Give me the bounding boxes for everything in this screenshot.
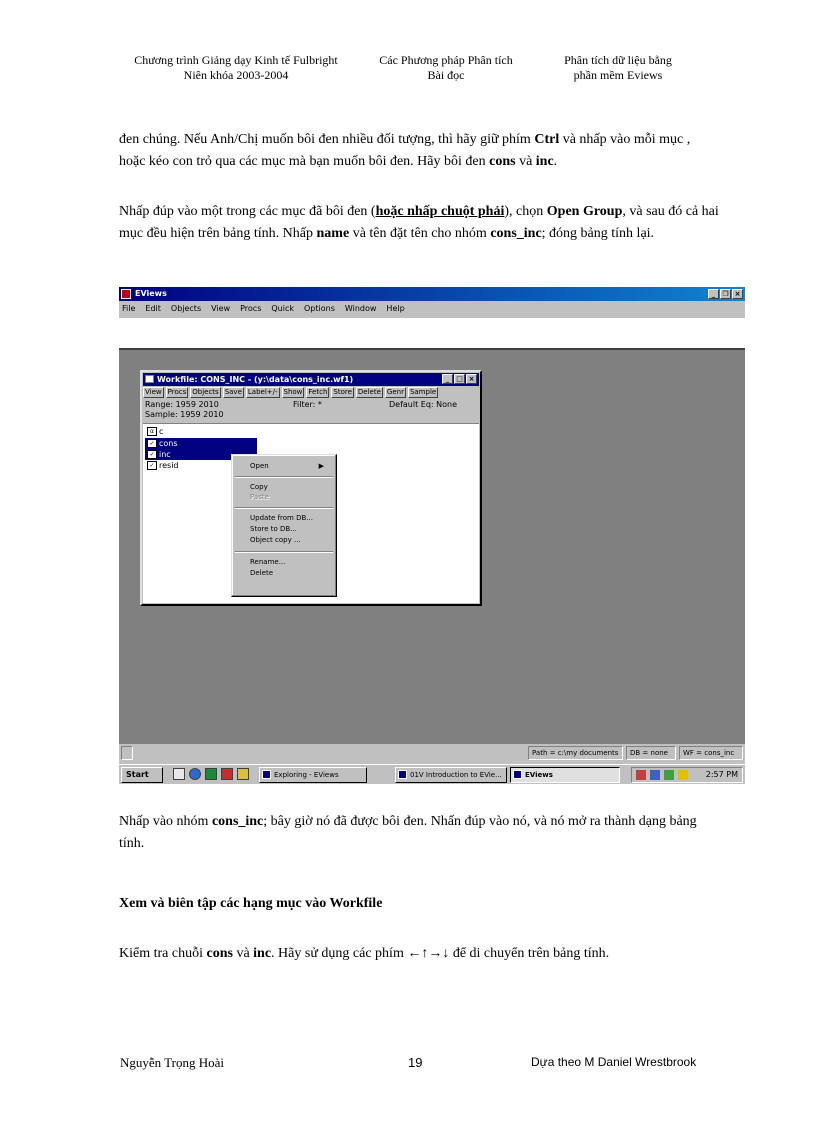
header-course bbox=[368, 53, 524, 83]
text: và tên đặt tên cho nhóm bbox=[349, 226, 491, 241]
workfile-info bbox=[143, 400, 479, 422]
text: và nhấp vào mỗi mục , hoặc kéo con trỏ qua các mục mà bạn muốn bôi đen. Hãy bôi đen bbox=[119, 132, 691, 169]
header-topic-line2: phần mềm Eviews bbox=[573, 68, 663, 82]
text: ; đóng bảng tính lại. bbox=[541, 226, 655, 241]
status-scroll-box[interactable] bbox=[121, 746, 133, 760]
workfile-icon bbox=[145, 375, 154, 383]
submenu-arrow-icon: ▶ bbox=[318, 462, 324, 470]
workfile-title: Workfile: CONS_INC - (y:\data\cons_inc.wf1) bbox=[157, 375, 354, 384]
excel-icon[interactable] bbox=[205, 768, 217, 780]
text: Kiểm tra chuỗi bbox=[119, 946, 207, 961]
header-program-line2: Niên khóa 2003-2004 bbox=[183, 68, 289, 82]
status-db: DB = none bbox=[626, 746, 676, 760]
text: Nhấp đúp vào một trong các mục đã bôi đen ( bbox=[119, 204, 376, 219]
close-icon[interactable]: × bbox=[732, 289, 743, 299]
text: ), chọn bbox=[504, 204, 547, 219]
text: và bbox=[232, 946, 254, 961]
menu-item-object-copy[interactable]: Object copy ... bbox=[250, 536, 301, 544]
default-eq-label: Default Eq: None bbox=[389, 400, 458, 409]
taskbar bbox=[119, 764, 745, 784]
menu-window[interactable]: Window bbox=[344, 304, 377, 313]
paragraph-inspect-series bbox=[119, 943, 719, 965]
text: ; bây giờ nó đã được bôi đen. Nhấn đúp vào nó, và nó mở ra thành dạng bảng tính. bbox=[119, 814, 697, 851]
menu-objects[interactable]: Objects bbox=[170, 304, 202, 313]
objects-button[interactable]: Objects bbox=[192, 388, 219, 396]
task-label: 01V Introduction to EVie... bbox=[410, 771, 502, 779]
object-item-resid[interactable] bbox=[145, 460, 240, 471]
menu-item-label: Open bbox=[250, 462, 269, 470]
start-button[interactable] bbox=[121, 767, 163, 783]
filter-label: Filter: * bbox=[293, 400, 322, 409]
object-item-c[interactable] bbox=[145, 426, 240, 437]
tray-icon[interactable] bbox=[636, 770, 646, 780]
view-button[interactable]: View bbox=[145, 388, 162, 396]
page-number: 19 bbox=[408, 1055, 423, 1070]
powerpoint-icon[interactable] bbox=[221, 768, 233, 780]
term-cons: cons bbox=[206, 946, 233, 961]
minimize-icon[interactable]: _ bbox=[708, 289, 719, 299]
object-name: resid bbox=[159, 461, 179, 470]
menu-item-update-from-db[interactable]: Update from DB... bbox=[250, 514, 313, 522]
term-open-group: Open Group bbox=[546, 204, 623, 219]
show-button[interactable]: Show bbox=[283, 388, 303, 396]
ie-browser-icon[interactable] bbox=[189, 768, 201, 780]
task-exploring-eviews[interactable] bbox=[259, 767, 367, 783]
menu-separator bbox=[235, 507, 333, 509]
menu-view[interactable]: View bbox=[211, 304, 231, 313]
mdi-workspace bbox=[119, 350, 745, 744]
coef-icon: α bbox=[147, 427, 157, 436]
text: , và sau đó cả hai mục đều hiện trên bảng tính. Nhấp bbox=[119, 204, 719, 241]
workfile-toolbar bbox=[143, 387, 438, 398]
footer-author: Nguyễn Trọng Hoài bbox=[120, 1055, 225, 1070]
clock: 2:57 PM bbox=[705, 770, 738, 779]
task-label: Exploring - EViews bbox=[274, 771, 339, 779]
paragraph-select-group bbox=[119, 811, 719, 855]
paragraph-open-group bbox=[119, 201, 719, 245]
text: . bbox=[553, 154, 558, 169]
menu-help[interactable]: Help bbox=[386, 304, 405, 313]
section-heading: Xem và biên tập các hạng mục vào Workfile bbox=[119, 896, 383, 911]
menu-procs[interactable]: Procs bbox=[240, 304, 262, 313]
task-introduction-eviews[interactable] bbox=[395, 767, 507, 783]
menu-file[interactable]: File bbox=[122, 304, 136, 313]
term-inc: inc bbox=[253, 946, 272, 961]
paragraph-select-items bbox=[119, 129, 719, 173]
text: và bbox=[515, 154, 536, 169]
minimize-icon[interactable]: _ bbox=[442, 374, 453, 384]
app-menubar bbox=[119, 301, 745, 317]
tray-icon[interactable] bbox=[664, 770, 674, 780]
header-program bbox=[120, 53, 352, 83]
close-icon[interactable]: × bbox=[466, 374, 477, 384]
term-name: name bbox=[316, 226, 350, 241]
tray-icon[interactable] bbox=[650, 770, 660, 780]
folder-icon bbox=[262, 770, 271, 779]
status-bar bbox=[119, 744, 745, 762]
text: Nhấp vào nhóm bbox=[119, 814, 212, 829]
workfile-titlebar[interactable] bbox=[143, 373, 479, 386]
delete-button[interactable]: Delete bbox=[357, 388, 381, 396]
tray-icon[interactable] bbox=[678, 770, 688, 780]
text: . Hãy sử dụng các phím ←↑→↓ để di chuyển trên bảng tính. bbox=[271, 946, 610, 961]
header-topic bbox=[538, 53, 698, 83]
maximize-icon[interactable]: □ bbox=[454, 374, 465, 384]
menu-item-rename[interactable]: Rename... bbox=[250, 558, 286, 566]
header-course-line1: Các Phương pháp Phân tích bbox=[379, 53, 513, 67]
range-label: Range: 1959 2010 bbox=[145, 400, 219, 409]
menu-quick[interactable]: Quick bbox=[271, 304, 294, 313]
series-icon: ✓ bbox=[147, 461, 157, 470]
status-path: Path = c:\my documents bbox=[528, 746, 623, 760]
restore-icon[interactable]: ❐ bbox=[720, 289, 731, 299]
app-title: EViews bbox=[135, 289, 167, 298]
sample-button[interactable]: Sample bbox=[409, 388, 437, 396]
header-course-line2: Bài đọc bbox=[427, 68, 465, 82]
menu-item-delete[interactable]: Delete bbox=[250, 569, 273, 577]
document-icon bbox=[398, 770, 407, 779]
object-item-cons[interactable] bbox=[145, 438, 257, 449]
series-icon: ✓ bbox=[147, 439, 157, 448]
term-inc: inc bbox=[535, 154, 554, 169]
context-menu bbox=[231, 454, 337, 597]
footer-source: Dựa theo M Daniel Wrestbrook bbox=[531, 1055, 697, 1069]
term-cons: cons bbox=[489, 154, 516, 169]
menu-separator bbox=[235, 551, 333, 553]
sample-label: Sample: 1959 2010 bbox=[145, 410, 224, 419]
eviews-screenshot bbox=[119, 287, 745, 784]
object-name: cons bbox=[159, 439, 178, 448]
eviews-app-icon bbox=[121, 289, 131, 299]
command-window[interactable] bbox=[119, 318, 745, 350]
app-launcher-icon[interactable] bbox=[237, 768, 249, 780]
menu-item-open[interactable] bbox=[250, 461, 330, 471]
search-icon[interactable] bbox=[173, 768, 185, 780]
menu-item-copy[interactable]: Copy bbox=[250, 483, 268, 491]
object-name: inc bbox=[159, 450, 171, 459]
status-wf: WF = cons_inc bbox=[679, 746, 743, 760]
app-titlebar bbox=[119, 287, 745, 301]
menu-item-paste: Paste bbox=[250, 493, 269, 501]
save-button[interactable]: Save bbox=[224, 388, 242, 396]
eviews-task-icon bbox=[513, 770, 522, 779]
header-topic-line1: Phân tích dữ liệu bằng bbox=[564, 53, 672, 67]
task-eviews[interactable] bbox=[510, 767, 620, 783]
store-button[interactable]: Store bbox=[333, 388, 352, 396]
menu-edit[interactable]: Edit bbox=[145, 304, 161, 313]
term-cons-inc: cons_inc bbox=[490, 226, 542, 241]
menu-separator bbox=[235, 476, 333, 478]
term-cons-inc: cons_inc bbox=[211, 814, 264, 829]
object-name: c bbox=[159, 427, 164, 436]
key-ctrl: Ctrl bbox=[534, 132, 560, 147]
text: đen chúng. Nếu Anh/Chị muốn bôi đen nhiều đối tượng, thì hãy giữ phím bbox=[119, 132, 535, 147]
menu-options[interactable]: Options bbox=[304, 304, 335, 313]
label-button[interactable]: Label+/- bbox=[247, 388, 278, 396]
series-icon: ✓ bbox=[147, 450, 157, 459]
menu-item-store-to-db[interactable]: Store to DB... bbox=[250, 525, 297, 533]
system-tray bbox=[631, 767, 743, 783]
task-label: EViews bbox=[525, 771, 553, 779]
procs-button[interactable]: Procs bbox=[167, 388, 187, 396]
start-label: Start bbox=[126, 770, 149, 779]
genr-button[interactable]: Genr bbox=[386, 388, 404, 396]
header-program-line1: Chương trình Giảng dạy Kinh tế Fulbright bbox=[134, 53, 338, 67]
right-click-emphasis: hoặc nhấp chuột phải bbox=[375, 204, 505, 219]
fetch-button[interactable]: Fetch bbox=[308, 388, 328, 396]
